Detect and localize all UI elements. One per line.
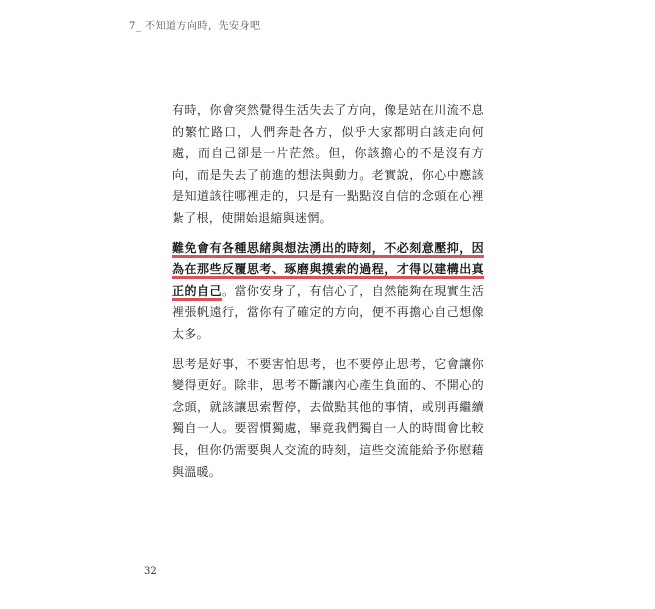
paragraph-2 — [172, 238, 484, 346]
paragraph-2-rest: 。當你安身了，有信心了，自然能夠在現實生活裡張帆遠行，當你有了確定的方向，便不再擔心自己想像太多。 — [172, 283, 484, 341]
body-text — [172, 100, 484, 491]
running-header: 7_ 不知道方向時，先安身吧 — [129, 21, 261, 32]
page-number: 32 — [144, 566, 157, 577]
highlighted-passage: 難免會有各種思緒與想法湧出的時刻，不必刻意壓抑，因為在那些反覆思考、琢磨與摸索的過程，才得以建構出真正的自己 — [172, 240, 484, 298]
paragraph-3: 思考是好事，不要害怕思考，也不要停止思考，它會讓你變得更好。除非，思考不斷讓內心產生負面的、不開心的念頭，就該讓思索暫停，去做點其他的事情，或別再繼續獨自一人。要習慣獨處，畢竟我們獨自一人的時間會比較長，但你仍需要與人交流的時刻，這些交流能給予你慰藉與溫暖。 — [172, 356, 484, 479]
paragraph-1: 有時，你會突然覺得生活失去了方向，像是站在川流不息的繁忙路口，人們奔赴各方，似乎大家都明白該走向何處，而自己卻是一片茫然。但，你該擔心的不是沒有方向，而是失去了前進的想法與動力。老實說，你心中應該是知道該往哪裡走的，只是有一點點沒自信的念頭在心裡紮了根，使開始退縮與迷惘。 — [172, 103, 484, 225]
